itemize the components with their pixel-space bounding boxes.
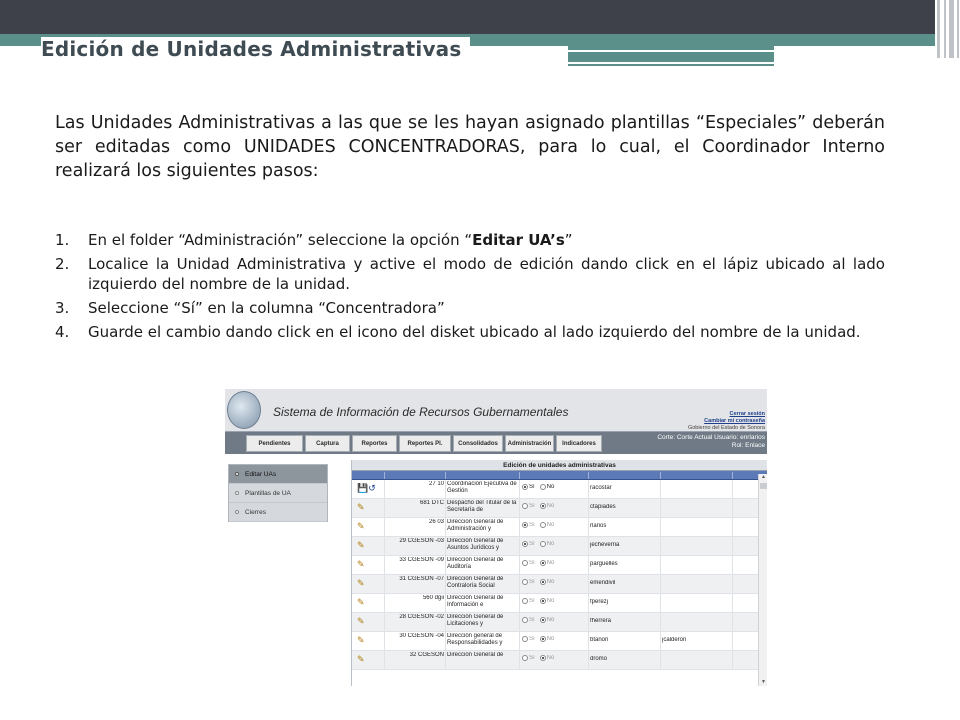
concentradora-no-radio[interactable] bbox=[540, 484, 546, 490]
concentradora-yes-radio bbox=[522, 636, 528, 642]
nav-tab-reportes[interactable]: Reportes bbox=[352, 435, 397, 452]
table-row bbox=[352, 518, 767, 537]
step-text: Localice la Unidad Administrativa y active el modo de edición dando click en el lápiz ubicado al lado izquierdo del nombre de la unidad. bbox=[88, 255, 885, 293]
concentradora-no-radio bbox=[540, 617, 546, 623]
table-row bbox=[352, 594, 767, 613]
radio-label: No bbox=[546, 579, 555, 585]
radio-label: No bbox=[546, 617, 555, 623]
radio-label: No bbox=[546, 598, 555, 604]
concentradora-yes-radio bbox=[522, 579, 528, 585]
unit-name: Dirección General de Contraloría Social bbox=[447, 576, 504, 589]
nav-tab-administración[interactable]: Administración bbox=[505, 435, 554, 452]
scroll-up-arrow-icon[interactable]: ▲ bbox=[761, 474, 766, 480]
sidebar-item-label: Editar UAs bbox=[245, 470, 277, 478]
unit-code: 26 03 bbox=[428, 519, 444, 525]
content-panel bbox=[351, 460, 767, 686]
pencil-icon[interactable]: ✎ bbox=[357, 578, 365, 588]
radio-label: Sí bbox=[529, 484, 535, 490]
step-text: Guarde el cambio dando click en el icono del disket ubicado al lado izquierdo del nombre de la unidad. bbox=[88, 323, 861, 341]
pencil-icon[interactable]: ✎ bbox=[357, 635, 365, 645]
step-highlight: Editar UA’s bbox=[472, 231, 565, 249]
table-row bbox=[352, 575, 767, 594]
intro-paragraph: Las Unidades Administrativas a las que se les hayan asignado plantillas “Especiales” deberán ser editadas como UNIDADES CONCENTRADORAS, para lo cual, el Coordinador Interno realizará los siguientes pasos: bbox=[55, 113, 885, 181]
app-nav-bar bbox=[225, 432, 767, 454]
slide-top-band bbox=[0, 0, 960, 34]
step-number: 3. bbox=[55, 299, 70, 317]
app-screenshot bbox=[225, 389, 767, 686]
user-info bbox=[657, 434, 765, 450]
radio-label: No bbox=[546, 560, 555, 566]
table-row bbox=[352, 556, 767, 575]
unit-name: Dirección general de Responsabilidades y bbox=[447, 633, 503, 646]
unit-user: parguelles bbox=[590, 561, 618, 567]
user-info-role: Rol: Enlace bbox=[731, 442, 765, 449]
radio-label: No bbox=[546, 541, 555, 547]
concentradora-yes-radio bbox=[522, 560, 528, 566]
government-seal-logo bbox=[227, 391, 261, 429]
pencil-icon[interactable]: ✎ bbox=[357, 521, 365, 531]
unit-name: Coordinación Ejecutiva de Gestión bbox=[447, 481, 517, 494]
step-text: Seleccione “Sí” en la columna “Concentradora” bbox=[88, 299, 445, 317]
step-number: 4. bbox=[55, 323, 70, 341]
unit-code: 681 DTC bbox=[419, 500, 444, 506]
unit-name: Despacho del Titular de la Secretaría de bbox=[447, 500, 517, 513]
bullet-icon bbox=[235, 510, 239, 514]
app-header bbox=[225, 389, 767, 432]
step-item bbox=[55, 298, 885, 318]
nav-tab-reportes-pl[interactable]: Reportes Pl. bbox=[399, 435, 451, 452]
scroll-thumb[interactable] bbox=[760, 483, 767, 489]
unit-code: 33 CGESON -09 bbox=[399, 557, 444, 563]
radio-label: Sí bbox=[529, 598, 535, 604]
unit-name: Dirección General de Información e bbox=[447, 595, 504, 608]
step-item bbox=[55, 322, 885, 342]
concentradora-no-radio bbox=[540, 522, 546, 528]
grid-body bbox=[352, 480, 767, 670]
sidebar-item-cierres[interactable] bbox=[229, 503, 327, 522]
unit-code: 27 10 bbox=[428, 481, 444, 487]
concentradora-yes-radio[interactable] bbox=[522, 484, 528, 490]
concentradora-no-radio bbox=[540, 541, 546, 547]
radio-label: Sí bbox=[529, 560, 535, 566]
radio-label: Sí bbox=[529, 541, 535, 547]
concentradora-yes-radio bbox=[522, 655, 528, 661]
unit-user: btanori bbox=[590, 637, 609, 643]
table-row bbox=[352, 632, 767, 651]
steps-list bbox=[55, 230, 885, 346]
unit-name: Dirección General de Auditoría bbox=[447, 557, 504, 570]
nav-tab-indicadores[interactable]: Indicadores bbox=[556, 435, 602, 452]
gov-label: Gobierno del Estado de Sonora bbox=[687, 425, 765, 431]
concentradora-yes-radio bbox=[522, 541, 528, 547]
concentradora-no-radio bbox=[540, 655, 546, 661]
step-number: 1. bbox=[55, 231, 70, 249]
concentradora-yes-radio bbox=[522, 503, 528, 509]
concentradora-no-radio bbox=[540, 560, 546, 566]
pencil-icon[interactable]: ✎ bbox=[357, 597, 365, 607]
step-number: 2. bbox=[55, 255, 70, 273]
unit-user: fperezj bbox=[590, 599, 609, 605]
radio-label: No bbox=[546, 522, 555, 528]
table-row bbox=[352, 613, 767, 632]
unit-name: Dirección General de bbox=[447, 652, 504, 658]
unit-name: Dirección General de Licitaciones y bbox=[447, 614, 504, 627]
save-icon[interactable]: 💾↺ bbox=[357, 483, 376, 493]
radio-label: No bbox=[546, 655, 555, 661]
unit-user-2: jcalderon bbox=[662, 637, 687, 643]
app-title: Sistema de Información de Recursos Gubernamentales bbox=[273, 405, 569, 419]
sidebar-item-label: Cierres bbox=[245, 508, 266, 516]
step-item bbox=[55, 254, 885, 294]
radio-label: Sí bbox=[529, 522, 535, 528]
concentradora-no-radio bbox=[540, 579, 546, 585]
sidebar-item-plantillas-de-ua[interactable] bbox=[229, 484, 327, 503]
unit-code: 31 CGESON -07 bbox=[399, 576, 444, 582]
bullet-icon bbox=[235, 472, 239, 476]
bullet-icon bbox=[235, 491, 239, 495]
pencil-icon[interactable]: ✎ bbox=[357, 502, 365, 512]
unit-code: 28 CGESON -02 bbox=[399, 614, 444, 620]
table-row bbox=[352, 499, 767, 518]
radio-label: Sí bbox=[529, 655, 535, 661]
slide-accent-line bbox=[568, 62, 774, 64]
unit-code: 29 CGESON -03 bbox=[399, 538, 444, 544]
radio-label: Sí bbox=[529, 579, 535, 585]
unit-code: 560 dgii bbox=[422, 595, 444, 601]
concentradora-yes-radio bbox=[522, 598, 528, 604]
concentradora-no-radio bbox=[540, 503, 546, 509]
radio-label: Sí bbox=[529, 617, 535, 623]
radio-label: No bbox=[546, 484, 555, 490]
unit-user: racostar bbox=[590, 485, 612, 491]
grid-scrollbar[interactable] bbox=[758, 474, 767, 686]
unit-name: Dirección General de Administración y bbox=[447, 519, 504, 532]
panel-title: Edición de unidades administrativas bbox=[352, 460, 767, 471]
step-item bbox=[55, 230, 885, 250]
slide-right-bars bbox=[935, 0, 960, 58]
table-row bbox=[352, 537, 767, 556]
concentradora-yes-radio bbox=[522, 617, 528, 623]
table-row bbox=[352, 480, 767, 499]
radio-label: No bbox=[546, 636, 555, 642]
user-info-line1: Corte: Corte Actual Usuario: enrlarios bbox=[657, 434, 765, 441]
app-sidebar bbox=[228, 464, 328, 522]
pencil-icon[interactable]: ✎ bbox=[357, 540, 365, 550]
pencil-icon[interactable]: ✎ bbox=[357, 654, 365, 664]
unit-name: Dirección General de Asuntos Jurídicos y bbox=[447, 538, 504, 551]
radio-label: Sí bbox=[529, 503, 535, 509]
slide-accent-line bbox=[568, 50, 890, 52]
concentradora-no-radio bbox=[540, 636, 546, 642]
concentradora-radio-group bbox=[522, 655, 587, 672]
logout-link[interactable]: Cerrar sesión bbox=[729, 411, 765, 417]
unit-user: emendivil bbox=[590, 580, 616, 586]
unit-user: ctapiades bbox=[590, 504, 616, 510]
unit-code: 32 CGESON bbox=[409, 652, 444, 658]
pencil-icon[interactable]: ✎ bbox=[357, 559, 365, 569]
pencil-icon[interactable]: ✎ bbox=[357, 616, 365, 626]
grid-header bbox=[352, 471, 767, 480]
unit-user: rlarios bbox=[590, 523, 607, 529]
step-text-end: ” bbox=[564, 231, 573, 249]
change-password-link[interactable]: Cambiar mi contraseña bbox=[704, 418, 765, 424]
app-header-links bbox=[688, 411, 765, 432]
step-text: En el folder “Administración” seleccione la opción “ bbox=[88, 231, 473, 249]
slide-title: Edición de Unidades Administrativas bbox=[41, 37, 470, 61]
concentradora-yes-radio bbox=[522, 522, 528, 528]
scroll-down-arrow-icon[interactable]: ▼ bbox=[761, 679, 766, 685]
nav-tab-pendientes[interactable]: Pendientes bbox=[246, 435, 303, 452]
unit-user: fherrera bbox=[590, 618, 612, 624]
concentradora-no-radio bbox=[540, 598, 546, 604]
sidebar-item-editar-uas[interactable] bbox=[229, 465, 327, 484]
table-row bbox=[352, 651, 767, 670]
unit-user: dromo bbox=[590, 656, 608, 662]
radio-label: Sí bbox=[529, 636, 535, 642]
unit-user: jecheverria bbox=[590, 542, 620, 548]
nav-tab-consolidados[interactable]: Consolidados bbox=[453, 435, 503, 452]
radio-label: No bbox=[546, 503, 555, 509]
sidebar-item-label: Plantillas de UA bbox=[245, 489, 291, 497]
nav-tab-captura[interactable]: Captura bbox=[305, 435, 350, 452]
unit-code: 30 CGESON -04 bbox=[399, 633, 444, 639]
